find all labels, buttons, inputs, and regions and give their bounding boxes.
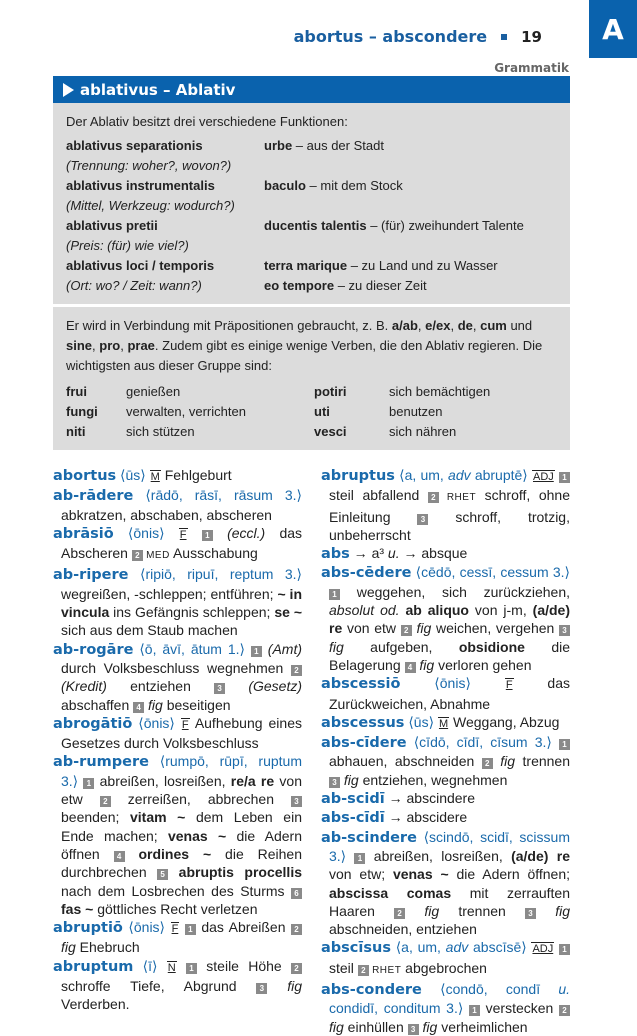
example-latin: urbe xyxy=(264,138,293,153)
example-latin: eo tempore xyxy=(264,278,335,293)
sense-number: 1 xyxy=(185,924,196,935)
sense-number: 3 xyxy=(408,1024,419,1035)
definition-text: die Reihen durchbrechen xyxy=(61,845,302,881)
latin-phrase: (a/de) re xyxy=(329,602,571,637)
grammar-info: ⟨ō, āvī, ātum 1.⟩ xyxy=(133,640,251,657)
section-label: Grammatik xyxy=(494,61,569,75)
latin-phrase: abscissa comas xyxy=(329,884,452,901)
paragraph-segment: Er wird in Verbindung mit Präpositionen gebraucht, z. B. xyxy=(66,318,392,333)
sense-number: 1 xyxy=(329,589,340,600)
dictionary-entry xyxy=(321,980,570,1036)
dictionary-entry xyxy=(53,752,302,918)
dictionary-entry xyxy=(321,563,570,674)
definition-text xyxy=(536,903,555,919)
label-italic: (eccl.) xyxy=(227,524,266,541)
verb-meaning: sich nähren xyxy=(389,424,457,439)
definition-text: abreißen, losreißen, xyxy=(365,847,512,864)
sense-number: 1 xyxy=(354,853,365,864)
definition-text: abgebrochen xyxy=(401,959,487,976)
verb-latin: frui xyxy=(66,384,87,399)
label-italic: absolut od. xyxy=(329,602,400,619)
headword: abscessus xyxy=(321,714,405,731)
definition-text: schroffe Tiefe, Abgrund xyxy=(61,978,257,995)
triangle-icon xyxy=(63,83,74,97)
gender-marker: M xyxy=(150,471,160,483)
latin-phrase: se ~ xyxy=(274,604,303,621)
latin-phrase: fas ~ xyxy=(61,900,94,917)
example-translation: – zu dieser Zeit xyxy=(334,278,427,293)
grammar-info: ⟨ūs⟩ xyxy=(116,467,150,483)
sense-number: 2 xyxy=(132,550,143,561)
running-header xyxy=(294,27,542,46)
field-label: RHET xyxy=(368,964,402,976)
grammar-info: ⟨ūs⟩ xyxy=(404,713,438,730)
sense-number: 1 xyxy=(559,472,570,483)
sense-number: 5 xyxy=(157,869,168,880)
dictionary-entry xyxy=(321,466,570,544)
gender-marker: F xyxy=(181,718,189,731)
headword: abruptum xyxy=(53,958,134,975)
verb-latin: potiri xyxy=(314,384,347,399)
dictionary-columns xyxy=(53,466,570,1036)
dictionary-entry xyxy=(53,640,302,714)
label-italic: fig xyxy=(500,753,516,770)
verb-latin: niti xyxy=(66,424,86,439)
function-example-2 xyxy=(264,276,558,296)
example-translation: – aus der Stadt xyxy=(292,138,384,153)
definition-text: steil xyxy=(329,959,358,976)
grammar-info: ⟨ripiō, ripuī, reptum 3.⟩ xyxy=(128,566,302,583)
grammar-info: abscīsē⟩ xyxy=(468,939,532,956)
left-column xyxy=(53,466,302,1036)
sense-number: 3 xyxy=(559,625,570,636)
grammar-info: ⟨ōnis⟩ xyxy=(122,919,171,936)
sense-number: 3 xyxy=(329,777,340,788)
function-question: (Preis: (für) wie viel?) xyxy=(66,238,189,253)
definition-text xyxy=(177,958,186,974)
sense-number: 3 xyxy=(256,983,267,994)
example-latin: terra marique xyxy=(264,258,348,273)
dictionary-entry xyxy=(53,918,302,957)
dictionary-entry xyxy=(53,466,302,486)
dictionary-entry xyxy=(321,938,570,980)
headword: abrāsiō xyxy=(53,525,114,542)
label-italic: (Kredit) xyxy=(61,678,107,695)
label-italic: fig xyxy=(148,696,163,713)
definition-text: Aufhebung eines Gesetzes durch Volksbeschluss xyxy=(61,714,302,752)
definition-text: von j-m, xyxy=(468,602,533,619)
headword: abortus xyxy=(53,468,117,484)
definition-text: die Adern öffnen; xyxy=(448,866,571,883)
definition-text: abreißen, losreißen, xyxy=(94,772,231,789)
label-italic: fig xyxy=(61,939,76,956)
prepositions-paragraph xyxy=(66,316,558,376)
definition-text: abhauen, abschneiden xyxy=(329,753,482,770)
field-label: RHET xyxy=(438,492,477,504)
paragraph-segment: cum xyxy=(480,318,507,333)
label-italic: u. xyxy=(387,545,400,562)
verb-meaning: genießen xyxy=(126,384,181,399)
gender-marker: F xyxy=(179,528,187,541)
gender-marker: ADJ xyxy=(532,943,554,956)
example-translation: – zu Land und zu Wasser xyxy=(347,258,498,273)
grammar-info: ⟨rumpō, rūpī, ruptum 3.⟩ xyxy=(61,753,302,789)
definition-text: entziehen xyxy=(106,678,215,695)
sense-number: 2 xyxy=(559,1005,570,1016)
definition-text: weggehen, sich zurückziehen, xyxy=(340,583,570,600)
sense-number: 3 xyxy=(291,796,302,807)
verb-meaning: sich stützen xyxy=(126,424,195,439)
paragraph-segment: , xyxy=(472,318,481,333)
grammar-info: ⟨ōnis⟩ xyxy=(400,675,505,692)
sense-number: 1 xyxy=(186,963,197,974)
paragraph-segment: , xyxy=(417,318,426,333)
sense-number: 3 xyxy=(214,683,225,694)
headword: abs-condere xyxy=(321,982,422,999)
grammar-info: ⟨scindō, scidī, scissum 3.⟩ xyxy=(329,828,570,864)
function-question: (Ort: wo? / Zeit: wann?) xyxy=(66,278,202,293)
definition-text: trennen xyxy=(515,753,571,770)
grammar-box xyxy=(53,76,570,450)
latin-phrase: vitam ~ xyxy=(130,809,186,826)
definition-text: das Zurückweichen, Abnahme xyxy=(329,675,571,712)
definition-text: Ehebruch xyxy=(75,939,140,956)
definition-text xyxy=(225,678,248,694)
definition-text: zerreißen, abbrechen xyxy=(110,791,291,808)
definition-text: verstecken xyxy=(479,1000,559,1017)
example-translation: – mit dem Stock xyxy=(305,178,403,193)
headword: ab-scidī xyxy=(321,791,385,808)
dictionary-entry xyxy=(53,714,302,753)
definition-text: → abscindere xyxy=(384,790,476,807)
headword: abruptiō xyxy=(53,920,123,937)
function-name: ablativus separationis xyxy=(66,138,203,153)
headword: ab-ripere xyxy=(53,567,129,584)
label-italic: fig xyxy=(422,1018,438,1035)
grammar-info: adv xyxy=(448,467,471,483)
sense-number: 1 xyxy=(251,646,262,657)
verb-meaning: verwalten, verrichten xyxy=(126,404,246,419)
verbs-table xyxy=(66,382,558,442)
function-example-2 xyxy=(264,156,558,176)
definition-text: von etw xyxy=(61,772,302,808)
sense-number: 2 xyxy=(394,908,405,919)
sense-number: 2 xyxy=(291,963,302,974)
separator-dot xyxy=(501,34,507,40)
paragraph-segment: prae xyxy=(127,338,155,353)
sense-number: 2 xyxy=(358,965,369,976)
function-example-2 xyxy=(264,196,558,216)
latin-phrase: ~ in vincula xyxy=(61,585,302,621)
gender-marker: F xyxy=(171,923,179,936)
definition-text xyxy=(188,525,202,541)
definition-text: nach dem Losbrechen des Sturms xyxy=(61,882,291,899)
grammar-info: ⟨cēdō, cessī, cessum 3.⟩ xyxy=(411,564,570,581)
paragraph-segment: pro xyxy=(99,338,121,353)
definition-text xyxy=(213,525,227,541)
definition-text: durch Volksbeschluss wegnehmen xyxy=(61,659,291,676)
paragraph-segment: und xyxy=(506,318,533,333)
sense-number: 4 xyxy=(114,851,125,862)
verb-latin: uti xyxy=(314,404,330,419)
definition-text: schroff, trotzig, unbeherrscht xyxy=(329,508,570,543)
label-italic: (Gesetz) xyxy=(248,678,303,695)
definition-text: sich aus dem Staub machen xyxy=(61,622,238,639)
headword: ab-rumpere xyxy=(53,754,149,771)
label-italic: fig xyxy=(416,620,432,637)
definition-text xyxy=(125,846,139,862)
sense-number: 2 xyxy=(291,665,302,676)
label-italic: fig xyxy=(419,656,435,673)
definition-text: verloren gehen xyxy=(434,656,532,673)
definition-text xyxy=(267,978,287,994)
definition-text: ins Gefängnis schleppen; xyxy=(109,604,275,621)
latin-phrase: venas ~ xyxy=(392,866,449,883)
grammar-title-text: ablativus – Ablativ xyxy=(80,80,236,99)
definition-text: beseitigen xyxy=(162,696,231,713)
headword: abscīsus xyxy=(321,940,391,957)
definition-text: → abscidere xyxy=(384,809,468,826)
function-example xyxy=(264,256,558,276)
definition-text: entziehen, wegnehmen xyxy=(358,771,508,788)
sense-number: 2 xyxy=(482,758,493,769)
gender-marker: M xyxy=(438,717,449,730)
dictionary-entry xyxy=(321,789,570,808)
definition-text: verheimlichen xyxy=(437,1018,528,1035)
latin-phrase: obsidione xyxy=(458,638,525,655)
grammar-info: u. xyxy=(558,981,570,998)
example-latin: ducentis talentis xyxy=(264,218,367,233)
grammar-info: ⟨cīdō, cīdī, cīsum 3.⟩ xyxy=(406,734,559,751)
dictionary-entry xyxy=(321,808,570,827)
paragraph-segment: sine xyxy=(66,338,93,353)
sense-number: 2 xyxy=(428,492,439,503)
dictionary-entry xyxy=(53,524,302,566)
paragraph-segment: de xyxy=(457,318,473,333)
function-name: ablativus pretii xyxy=(66,218,158,233)
definition-text: aufgeben, xyxy=(343,638,459,655)
headword: abrogātiō xyxy=(53,715,133,732)
paragraph-segment: . Zudem gibt es einige wenige Verben, die den Ablativ regieren. Die wichtigsten aus dieser Gruppe sind: xyxy=(66,338,543,373)
letter-thumb-tab: A xyxy=(589,0,637,58)
grammar-info: condidī, conditum 3.⟩ xyxy=(329,1000,469,1017)
definition-text: → absque xyxy=(399,545,468,562)
definition-text: schroff, ohne Einleitung xyxy=(329,487,570,525)
definition-text: abkratzen, abschaben, abscheren xyxy=(61,506,272,523)
paragraph-segment: , xyxy=(92,338,100,353)
intro-text: Der Ablativ besitzt drei verschiedene Funktionen: xyxy=(66,114,348,129)
definition-text: Weggang, Abzug xyxy=(449,713,560,730)
functions-section xyxy=(53,103,570,304)
definition-text: steile Höhe xyxy=(197,957,291,974)
sense-number: 2 xyxy=(291,924,302,935)
dictionary-entry xyxy=(53,957,302,1014)
label-italic: fig xyxy=(343,771,359,788)
function-example xyxy=(264,136,558,156)
headword: abs-cīdī xyxy=(321,810,385,827)
headword: abs-cēdere xyxy=(321,565,412,582)
sense-number: 1 xyxy=(559,944,570,955)
label-italic: fig xyxy=(329,638,344,655)
page-number: 19 xyxy=(521,27,542,46)
grammar-info: ⟨a, um, xyxy=(390,939,446,956)
grammar-info: ⟨ī⟩ xyxy=(133,957,167,974)
latin-phrase: (a/de) re xyxy=(511,847,570,864)
definition-text: das Abscheren xyxy=(61,524,303,562)
label-italic: fig xyxy=(329,1018,344,1035)
definition-text: weichen, vergehen xyxy=(431,620,560,637)
label-italic: fig xyxy=(424,902,440,919)
dictionary-entry xyxy=(321,544,570,563)
label-italic: fig xyxy=(287,978,302,995)
sense-number: 2 xyxy=(100,796,111,807)
function-example-2 xyxy=(264,236,558,256)
dictionary-entry xyxy=(321,674,570,713)
right-column xyxy=(321,466,570,1036)
latin-phrase: venas ~ xyxy=(167,827,227,844)
grammar-box-title xyxy=(53,76,570,103)
grammar-info: ⟨ōnis⟩ xyxy=(113,524,179,541)
grammar-info: ⟨ōnis⟩ xyxy=(132,714,181,731)
dictionary-entry xyxy=(53,486,302,524)
headword: abscessiō xyxy=(321,676,401,693)
sense-number: 3 xyxy=(525,908,536,919)
definition-text: Ausschabung xyxy=(169,545,258,562)
definition-text: abschneiden, entziehen xyxy=(329,921,477,938)
sense-number: 4 xyxy=(405,662,416,673)
definition-text: die Adern öffnen xyxy=(61,827,303,862)
verb-latin: vesci xyxy=(314,424,347,439)
definition-text: von etw xyxy=(342,620,401,637)
sense-number: 1 xyxy=(202,530,213,541)
definition-text xyxy=(168,864,179,880)
paragraph-segment: a/ab xyxy=(391,318,418,333)
field-label: MED xyxy=(142,550,170,562)
definition-text: göttliches Recht verletzen xyxy=(93,900,258,917)
sense-number: 1 xyxy=(559,739,570,750)
headword: abruptus xyxy=(321,468,395,484)
definition-text: wegreißen, -schleppen; entführen; xyxy=(61,585,278,602)
definition-text: mit zerrauften Haaren xyxy=(329,884,570,919)
sense-number: 3 xyxy=(417,514,428,525)
grammar-info: abruptē⟩ xyxy=(470,467,532,483)
function-question: (Trennung: woher?, wovon?) xyxy=(66,158,232,173)
grammar-info: ⟨condō, condī xyxy=(421,981,559,998)
latin-phrase: abruptis procellis xyxy=(178,864,302,881)
headword: abs xyxy=(321,546,350,563)
dictionary-entry xyxy=(53,565,302,639)
paragraph-segment: , xyxy=(120,338,128,353)
dictionary-entry xyxy=(321,733,570,789)
gender-marker: ADJ xyxy=(532,471,554,483)
verb-meaning: sich bemächtigen xyxy=(389,384,491,399)
headword: ab-rogāre xyxy=(53,641,134,658)
sense-number: 4 xyxy=(133,702,144,713)
headword: ab-scindere xyxy=(321,829,417,846)
functions-table xyxy=(66,136,558,296)
dictionary-entry xyxy=(321,828,570,939)
function-name: ablativus loci / temporis xyxy=(66,258,215,273)
definition-text: beenden; xyxy=(61,809,130,826)
gender-marker: N xyxy=(167,961,176,974)
definition-text: trennen xyxy=(439,902,526,919)
verb-meaning: benutzen xyxy=(389,404,443,419)
page-range-title: abortus – abscondere xyxy=(293,27,488,46)
function-question: (Mittel, Werkzeug: wodurch?) xyxy=(66,198,235,213)
grammar-info: ⟨a, um, xyxy=(394,467,449,483)
definition-text: das Abreißen xyxy=(195,919,292,936)
label-italic: (Amt) xyxy=(267,640,303,657)
grammar-info: adv xyxy=(445,939,469,956)
grammar-info: ⟨rādō, rāsī, rāsum 3.⟩ xyxy=(133,487,302,504)
headword: abs-cīdere xyxy=(321,735,407,752)
definition-text: die Belagerung xyxy=(329,638,571,673)
definition-text: von etw; xyxy=(329,866,393,883)
example-translation: – (für) zweihundert Talente xyxy=(366,218,524,233)
dictionary-entry xyxy=(321,713,570,733)
definition-text: abschaffen xyxy=(61,696,134,713)
definition-text: einhüllen xyxy=(343,1018,408,1035)
verb-latin: fungi xyxy=(66,404,98,419)
latin-phrase: re/a re xyxy=(230,772,275,789)
latin-phrase: ordines ~ xyxy=(138,845,212,862)
definition-text: dem Leben ein Ende machen; xyxy=(61,809,302,844)
function-example xyxy=(264,176,558,196)
function-example xyxy=(264,216,558,236)
sense-number: 1 xyxy=(469,1005,480,1016)
headword: ab-rādere xyxy=(53,488,134,505)
definition-text: → a³ xyxy=(349,545,388,562)
definition-text: Fehlgeburt xyxy=(160,467,232,483)
paragraph-segment: , xyxy=(450,318,458,333)
definition-text: steil abfallend xyxy=(329,487,428,504)
sense-number: 1 xyxy=(83,778,94,789)
function-name: ablativus instrumentalis xyxy=(66,178,215,193)
prepositions-section xyxy=(53,304,570,450)
paragraph-segment: e/ex xyxy=(425,318,451,333)
definition-text xyxy=(405,903,424,919)
example-latin: baculo xyxy=(264,178,306,193)
latin-phrase: ab aliquo xyxy=(405,602,469,619)
sense-number: 6 xyxy=(291,888,302,899)
sense-number: 2 xyxy=(401,625,412,636)
gender-marker: F xyxy=(505,679,513,692)
definition-text: Verderben. xyxy=(61,996,130,1013)
label-italic: fig xyxy=(555,902,571,919)
